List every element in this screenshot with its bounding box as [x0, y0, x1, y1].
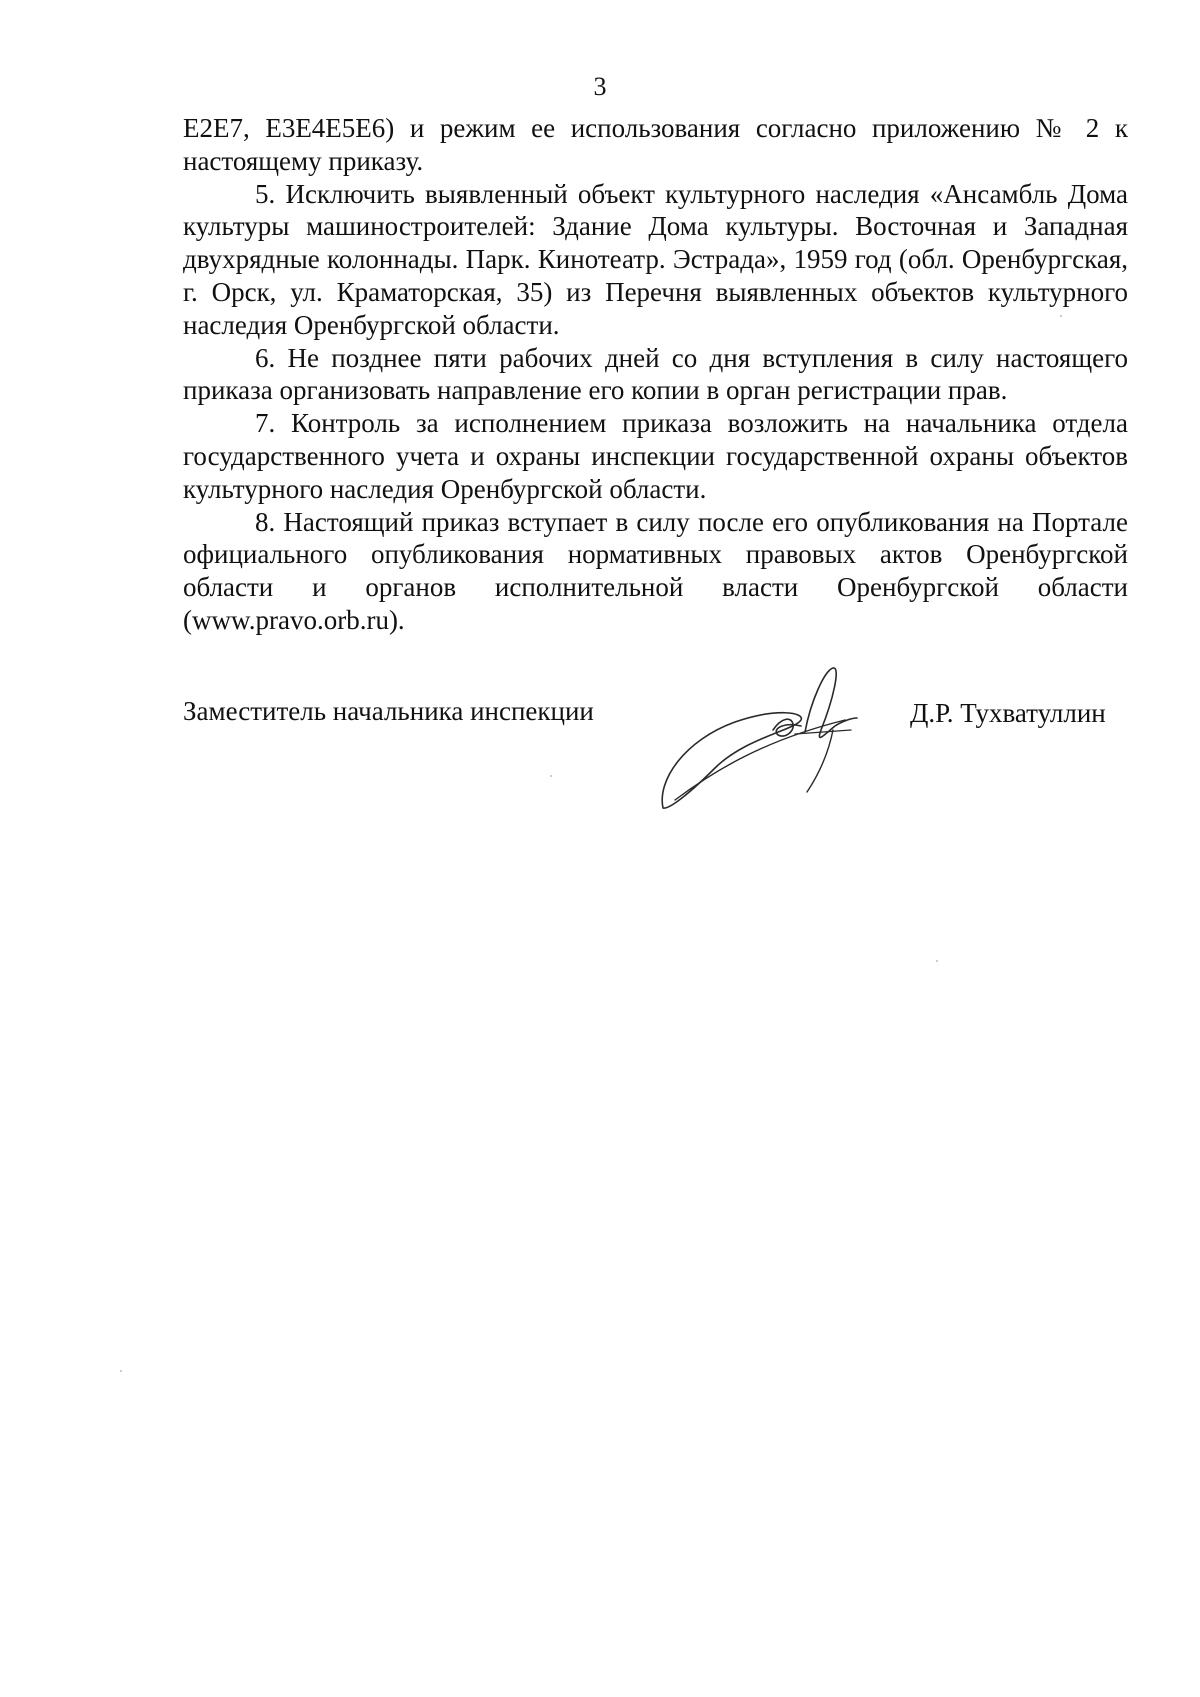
scan-speck [1060, 315, 1062, 317]
handwritten-signature [655, 660, 895, 820]
paragraph-item-6: 6. Не позднее пяти рабочих дней со дня вступления в силу настоящего приказа организовать направление его копии в орган регистрации прав. [183, 342, 1128, 406]
page-number: 3 [593, 72, 607, 101]
paragraph-item-7: 7. Контроль за исполнением приказа возложить на начальника отдела государственного учета и охраны инспекции государственной охраны объектов культурного наследия Оренбургской области. [183, 408, 1128, 504]
signatory-name: Д.Р. Тухватуллин [910, 698, 1106, 728]
paragraph-item-8: 8. Настоящий приказ вступает в силу после его опубликования на Портале официального опубликования нормативных правовых актов Оренбургской области и органов исполнительной власти Оренбургской области (www.pravo.orb.ru). [183, 506, 1128, 635]
scan-speck [550, 775, 552, 777]
signatory-position: Заместитель начальника инспекции [183, 696, 594, 726]
scan-speck [936, 960, 938, 962]
order-body [183, 112, 1128, 637]
paragraph-continuation: E2E7, E3E4E5E6) и режим ее использования согласно приложению № 2 к настоящему приказу. [183, 113, 1128, 176]
paragraph-item-5: 5. Исключить выявленный объект культурного наследия «Ансамбль Дома культуры машиностроителей: Здание Дома культуры. Восточная и Западная двухрядные колоннады. Парк. Кинотеатр. Эстрада», 1959 год (обл. Оренбургская, г. Орск, ул. Краматорская, 35) из Перечня выявленных объектов культурного наследия Оренбургской области. [183, 178, 1128, 340]
scan-speck [120, 1370, 122, 1372]
